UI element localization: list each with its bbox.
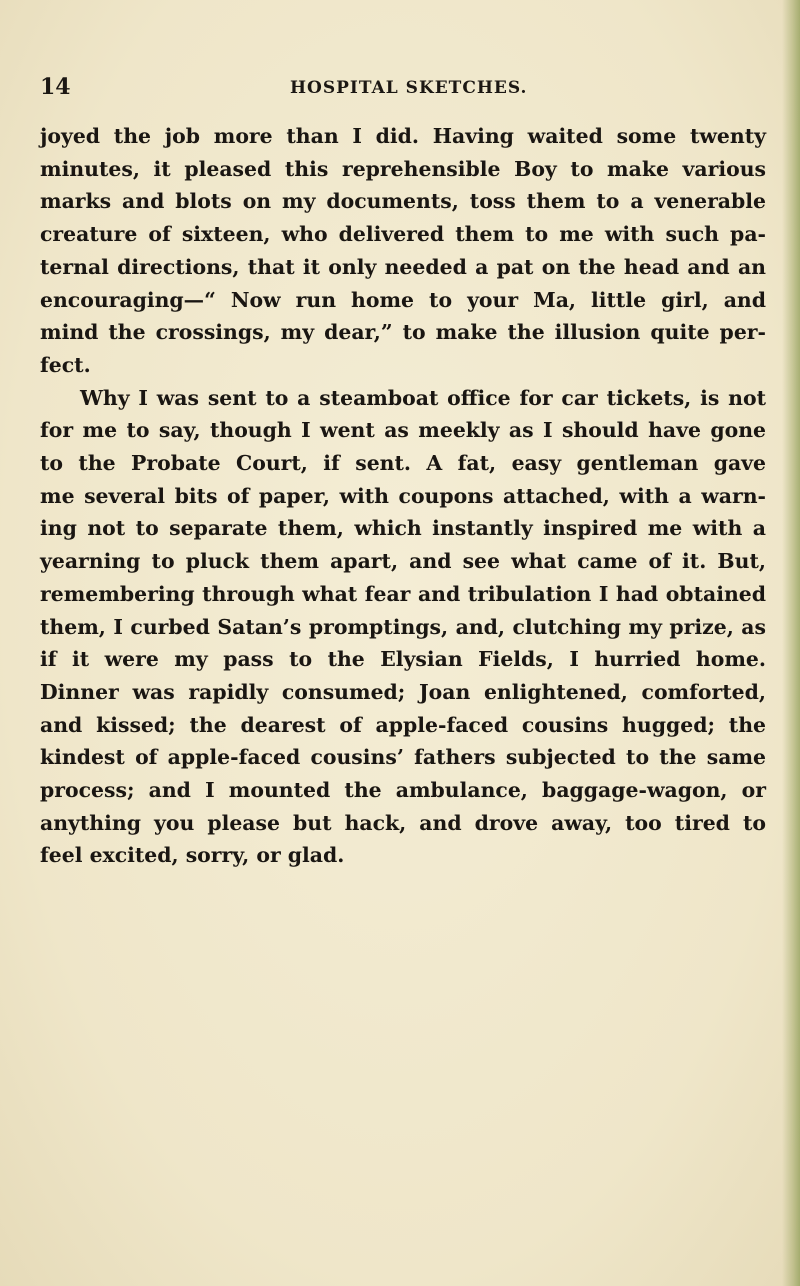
text-line: Why I was sent to a steamboat office for car tickets, is not xyxy=(80,385,766,410)
text-line: joyed the job more than I did. Having waited some twenty xyxy=(40,124,766,148)
text-line: marks and blots on my documents, toss them to a venerable xyxy=(40,189,766,214)
text-line: remembering through what fear and tribulation I had obtained xyxy=(40,581,766,606)
text-line: for me to say, though I went as meekly as I should have gone xyxy=(40,418,766,443)
text-line: ing not to separate them, which instantly inspired me with a xyxy=(40,516,766,541)
paragraph-2 xyxy=(40,382,766,873)
text-line: them, I curbed Satan’s promptings, and, clutching my prize, as xyxy=(40,614,766,639)
text-line: minutes, it pleased this reprehensible Boy to make various xyxy=(40,156,766,181)
text-line: to the Probate Court, if sent. A fat, easy gentleman gave xyxy=(40,451,766,476)
text-line: ternal directions, that it only needed a pat on the head and an xyxy=(40,254,766,279)
text-line: process; and I mounted the ambulance, baggage-wagon, or xyxy=(40,778,766,803)
page-header xyxy=(40,74,760,108)
text-line: mind the crossings, my dear,” to make the illusion quite per- xyxy=(40,320,766,345)
text-line: if it were my pass to the Elysian Fields, I hurried home. xyxy=(40,647,766,672)
text-line: fect. xyxy=(40,352,91,377)
paragraph-1 xyxy=(40,120,766,382)
text-line: and kissed; the dearest of apple-faced cousins hugged; the xyxy=(40,712,766,737)
text-line: me several bits of paper, with coupons attached, with a warn- xyxy=(40,483,766,508)
running-head: HOSPITAL SKETCHES. xyxy=(290,78,528,98)
text-line: anything you please but hack, and drove away, too tired to xyxy=(40,810,766,835)
text-line: creature of sixteen, who delivered them to me with such pa- xyxy=(40,222,766,247)
body-text xyxy=(40,120,766,872)
text-line: yearning to pluck them apart, and see what came of it. But, xyxy=(40,549,766,574)
text-line: kindest of apple-faced cousins’ fathers subjected to the same xyxy=(40,745,766,770)
text-line: feel excited, sorry, or glad. xyxy=(40,843,345,868)
text-line: Dinner was rapidly consumed; Joan enlightened, comforted, xyxy=(40,679,766,704)
page-edge-shading xyxy=(782,0,800,1286)
text-line: encouraging—“ Now run home to your Ma, little girl, and xyxy=(40,287,766,312)
page-number: 14 xyxy=(40,74,71,100)
